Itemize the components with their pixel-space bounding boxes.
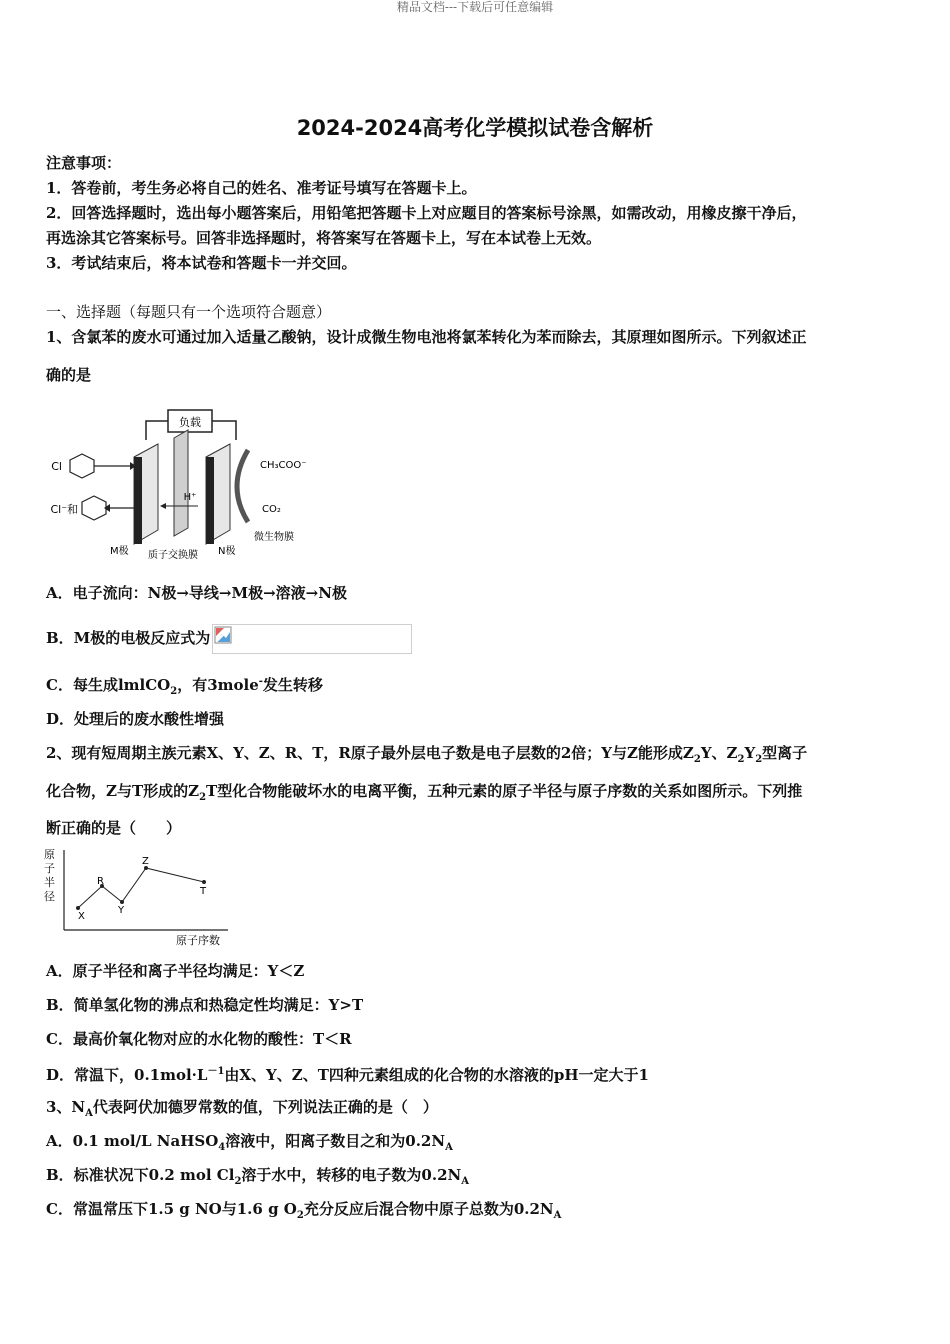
- q1-option-a: A．电子流向：N极→导线→M极→溶液→N极: [46, 584, 347, 602]
- q2-option-b: B．简单氢化物的沸点和热稳定性均满足：Y>T: [46, 996, 364, 1014]
- q2-stem-line3: 断正确的是（ ）: [46, 819, 182, 837]
- label-t: T: [200, 886, 207, 897]
- page-header: 精品文档---下载后可任意编辑: [396, 0, 554, 14]
- wire-right: [212, 421, 236, 440]
- y-label-3: 半: [44, 876, 55, 889]
- q2-stem-line2: 化合物，Z与T形成的$Z_2T$型化合物能破坏水的电离平衡，五种元素的原子半径与原子序数的关系如图所示。下列推: [46, 782, 803, 803]
- q3-option-a: A．0.1 mol/L NaHSO$_4$溶液中，阳离子数目之和为$0.2N_A$: [46, 1132, 453, 1153]
- q1-option-b: [46, 624, 906, 654]
- q1-cell-diagram: [48, 402, 328, 562]
- broken-image-placeholder: [212, 624, 412, 654]
- q1-option-b-text: B．M极的电极反应式为: [46, 629, 211, 647]
- label-y: Y: [118, 905, 125, 916]
- q1-option-c: C．每生成lmlCO$_2$，有3mole-发生转移: [46, 676, 323, 697]
- broken-image-icon: [214, 626, 234, 646]
- label-r: R: [97, 876, 104, 887]
- label-z: Z: [142, 856, 149, 867]
- q2-option-c: C．最高价氧化物对应的水化物的酸性：T＜R: [46, 1030, 352, 1048]
- benzene-ring: [82, 496, 106, 520]
- proton-membrane: [174, 430, 188, 536]
- q2-option-a: A．原子半径和离子半径均满足：Y＜Z: [46, 962, 305, 980]
- y-label-4: 径: [44, 890, 55, 903]
- q3-option-b: B．标准状况下0.2 mol $Cl_2$溶于水中，转移的电子数为$0.2N_A$: [46, 1166, 469, 1187]
- n-electrode: [206, 457, 214, 544]
- q3-stem: 3、$N_A$代表阿伏加德罗常数的值，下列说法正确的是（ ）: [46, 1098, 438, 1119]
- membrane-label: 质子交换膜: [148, 550, 198, 561]
- y-label-2: 子: [44, 862, 55, 875]
- q2-option-d: D．常温下，$0.1mol\cdot L^{-1}$由X、Y、Z、T四种元素组成的化合物的水溶液的pH一定大于1: [46, 1066, 649, 1084]
- notice-item-1: 1．答卷前，考生务必将自己的姓名、准考证号填写在答题卡上。: [46, 179, 477, 197]
- q3-option-c: C．常温常压下1.5 g NO与1.6 g $O_2$充分反应后混合物中原子总数为$0.2N_A$: [46, 1200, 562, 1221]
- notice-item-2: 2．回答选择题时，选出每小题答案后，用铅笔把答题卡上对应题目的答案标号涂黑，如需改动，用橡皮擦干净后，: [46, 204, 807, 222]
- microbe-label: 微生物膜: [254, 532, 294, 543]
- chlorobenzene-ring: [70, 454, 94, 478]
- arrow-out-head: [104, 504, 110, 512]
- m-pole-label: M极: [110, 546, 129, 557]
- co2-label: CO₂: [262, 504, 281, 515]
- label-x: X: [78, 911, 85, 922]
- microbe-film: [237, 450, 248, 522]
- notice-item-3: 3．考试结束后，将本试卷和答题卡一并交回。: [46, 254, 357, 272]
- radius-line: [78, 868, 204, 908]
- load-label: 负载: [179, 416, 201, 429]
- point-t: [202, 880, 206, 884]
- section-heading: 一、选择题（每题只有一个选项符合题意）: [46, 303, 332, 321]
- q2-radius-chart: [44, 844, 244, 952]
- q1-option-d: D．处理后的废水酸性增强: [46, 710, 225, 728]
- q1-stem-line1: 1、含氯苯的废水可通过加入适量乙酸钠，设计成微生物电池将氯苯转化为苯而除去，其原理如图所示。下列叙述正: [46, 328, 807, 346]
- acetate-label: CH₃COO⁻: [260, 460, 307, 471]
- wire-left: [146, 421, 168, 440]
- q2-stem-line1: 2、现有短周期主族元素X、Y、Z、R、T，R原子最外层电子数是电子层数的2倍；Y与Z能形成$Z_2Y$、$Z_2Y_2$型离子: [46, 744, 808, 765]
- point-x: [76, 906, 80, 910]
- cl-and-label: Cl⁻和: [50, 503, 78, 516]
- y-label-1: 原: [44, 848, 55, 861]
- cl-label: Cl: [51, 460, 62, 473]
- n-pole-label: N极: [218, 546, 236, 557]
- hplus-label: H⁺: [183, 492, 197, 503]
- q1-stem-line2: 确的是: [46, 366, 92, 384]
- proton-arrow-head: [160, 503, 166, 509]
- notice-item-2-cont: 再选涂其它答案标号。回答非选择题时，将答案写在答题卡上，写在本试卷上无效。: [46, 229, 602, 247]
- point-y: [120, 900, 124, 904]
- page-title: 2024-2024高考化学模拟试卷含解析: [296, 116, 654, 140]
- x-axis-label: 原子序数: [176, 934, 220, 947]
- m-electrode: [134, 457, 142, 544]
- notice-heading: 注意事项：: [46, 154, 122, 172]
